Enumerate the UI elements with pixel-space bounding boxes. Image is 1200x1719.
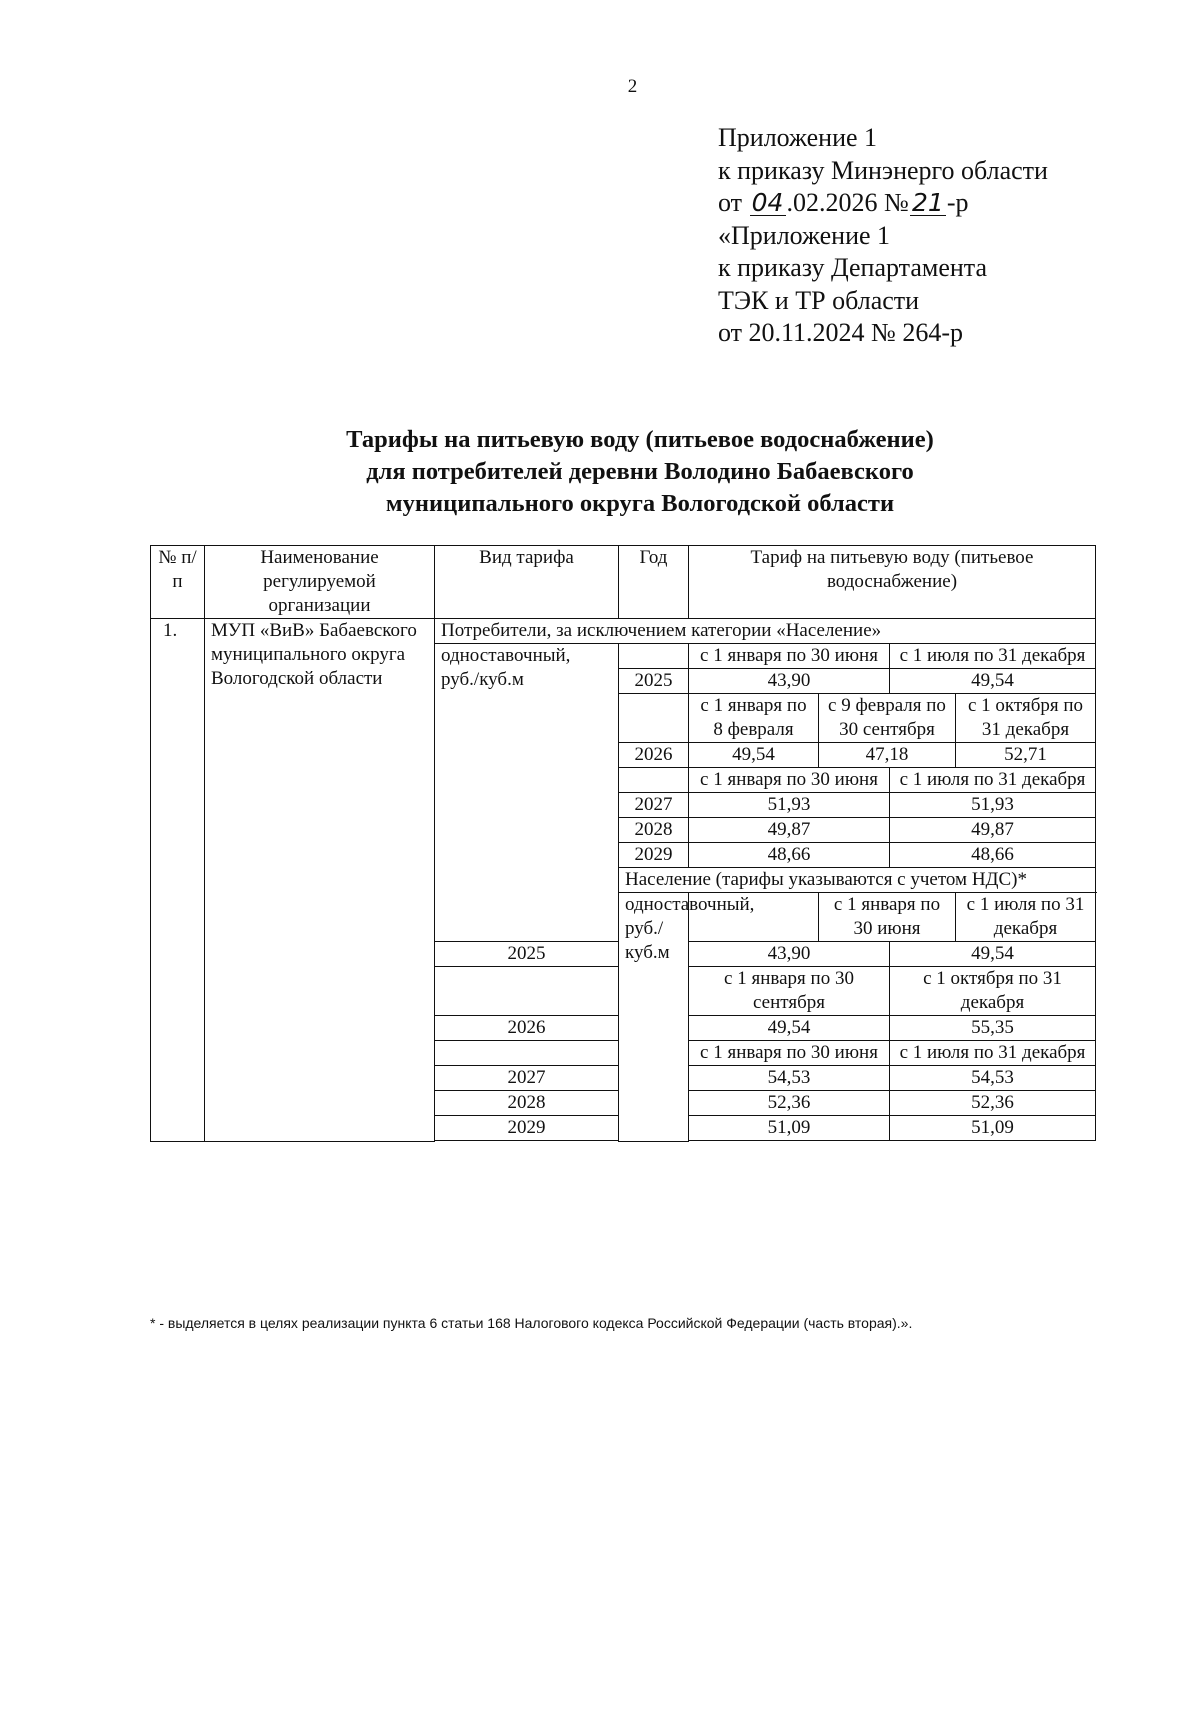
period-2026-2: с 1 октября по 31 декабря: [890, 967, 1096, 1016]
tariff-value: 43,90: [689, 942, 890, 967]
year-cell: 2028: [435, 1091, 619, 1116]
section-1-title: Потребители, за исключением категории «Население»: [435, 619, 1096, 644]
section-1-title-row: [151, 619, 1096, 644]
year-cell: 2026: [619, 743, 689, 768]
appendix-line-4: «Приложение 1: [718, 220, 891, 250]
organization-name: МУП «ВиВ» Бабаевского муниципального округа Вологодской области: [205, 619, 435, 1142]
header-tariff: Тариф на питьевую воду (питьевое водоснабжение): [689, 546, 1096, 619]
tariff-value: 48,66: [689, 843, 890, 868]
period-h1: с 1 января по 30 июня: [689, 768, 890, 793]
year-cell: 2025: [435, 942, 619, 967]
section-2-tariff-type: одноставочный, руб./куб.м: [619, 893, 689, 1142]
period-2026-2: с 9 февраля по 30 сентября: [819, 694, 956, 743]
page-number: 2: [627, 76, 638, 97]
period-h1: с 1 января по 30 июня: [819, 893, 956, 942]
table-header-row: [151, 546, 1096, 619]
period-h1: с 1 января по 30 июня: [689, 1041, 890, 1066]
period-2026-1: с 1 января по 8 февраля: [689, 694, 819, 743]
handwritten-day: 04: [750, 191, 786, 216]
tariff-value: 51,09: [689, 1116, 890, 1141]
empty-year-cell: [619, 694, 689, 743]
title-line-2: для потребителей деревни Володино Бабаевского: [366, 458, 914, 485]
year-cell: 2026: [435, 1016, 619, 1041]
tariff-value: 51,93: [689, 793, 890, 818]
footnote: * - выделяется в целях реализации пункта 6 статьи 168 Налогового кодекса Российской Федерации (часть вторая).».: [150, 1315, 913, 1331]
header-year: Год: [619, 546, 689, 619]
appendix-date-prefix: от: [718, 188, 749, 217]
appendix-line-2: к приказу Минэнерго области: [718, 155, 1048, 185]
period-h2: с 1 июля по 31 декабря: [890, 768, 1096, 793]
period-h2: с 1 июля по 31 декабря: [956, 893, 1096, 942]
header-tariff-type: Вид тарифа: [435, 546, 619, 619]
title-line-1: Тарифы на питьевую воду (питьевое водоснабжение): [346, 426, 934, 453]
period-h2: с 1 июля по 31 декабря: [890, 1041, 1096, 1066]
header-organization: Наименование регулируемой организации: [205, 546, 435, 619]
period-2026-3: с 1 октября по 31 декабря: [956, 694, 1096, 743]
appendix-line-7: от 20.11.2024 № 264-р: [718, 318, 964, 347]
year-cell: 2025: [619, 669, 689, 694]
year-cell: 2027: [435, 1066, 619, 1091]
section-2-title: Население (тарифы указываются с учетом НДС)*: [619, 868, 1096, 893]
tariff-value: 49,54: [689, 743, 819, 768]
appendix-order-suffix: -р: [946, 188, 969, 217]
tariff-value: 49,54: [890, 669, 1096, 694]
year-cell: 2029: [619, 843, 689, 868]
year-cell: 2027: [619, 793, 689, 818]
tariff-value: 48,66: [890, 843, 1096, 868]
tariff-value: 49,87: [689, 818, 890, 843]
year-cell: 2028: [619, 818, 689, 843]
appendix-header: [718, 122, 1048, 350]
tariff-value: 49,54: [689, 1016, 890, 1041]
empty-year-cell: [619, 768, 689, 793]
section-1-tariff-type: одноставочный, руб./куб.м: [435, 644, 619, 942]
appendix-line-1: Приложение 1: [718, 123, 878, 152]
tariff-value: 54,53: [890, 1066, 1096, 1091]
row-number: 1.: [151, 619, 205, 1142]
tariff-value: 49,87: [890, 818, 1096, 843]
empty-year-cell: [435, 1041, 619, 1066]
spacer-cell: [435, 1141, 1096, 1142]
title-line-3: муниципального округа Вологодской области: [385, 490, 895, 517]
handwritten-order-number: 21: [910, 191, 946, 216]
header-num: № п/п: [151, 546, 205, 619]
tariff-value: 52,71: [956, 743, 1096, 768]
document-title: [200, 424, 1080, 520]
empty-year-cell: [435, 967, 619, 1016]
tariff-value: 52,36: [689, 1091, 890, 1116]
tariff-value: 43,90: [689, 669, 890, 694]
tariff-value: 54,53: [689, 1066, 890, 1091]
appendix-line-5: к приказу Департамента: [718, 253, 988, 282]
tariff-value: 49,54: [890, 942, 1096, 967]
empty-year-cell: [619, 644, 689, 669]
appendix-date-mid: .02.2026 №: [786, 188, 909, 217]
appendix-line-3: [718, 187, 1048, 220]
tariff-value: 47,18: [819, 743, 956, 768]
tariff-table: [150, 545, 1096, 1142]
tariff-value: 55,35: [890, 1016, 1096, 1041]
year-cell: 2029: [435, 1116, 619, 1141]
period-2026-1: с 1 января по 30 сентября: [689, 967, 890, 1016]
appendix-line-6: ТЭК и ТР области: [718, 285, 920, 315]
period-h1: с 1 января по 30 июня: [689, 644, 890, 669]
tariff-value: 51,93: [890, 793, 1096, 818]
tariff-value: 52,36: [890, 1091, 1096, 1116]
period-h2: с 1 июля по 31 декабря: [890, 644, 1096, 669]
tariff-value: 51,09: [890, 1116, 1096, 1141]
